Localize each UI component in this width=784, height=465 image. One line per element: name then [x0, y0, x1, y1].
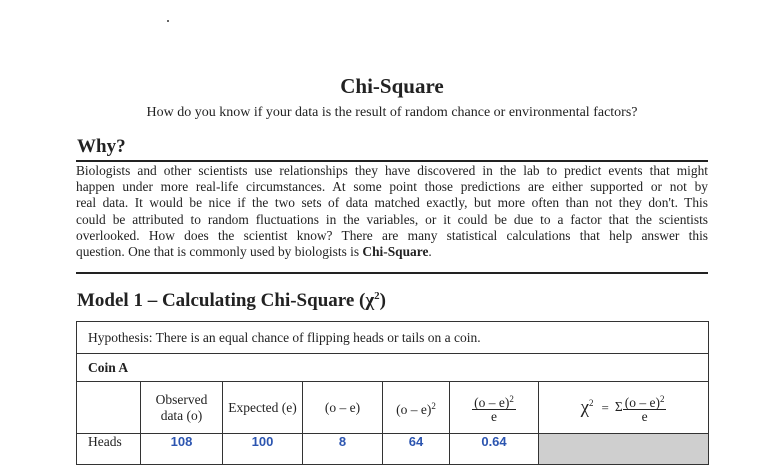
- model-heading-close: ): [379, 290, 386, 311]
- header-o-minus-e-squared-text: (o – e): [396, 401, 432, 417]
- sum-numerator-sup: 2: [659, 393, 665, 404]
- ratio-numerator-sup: 2: [509, 393, 514, 404]
- row-label: Heads: [77, 434, 141, 465]
- header-expected: Expected (e): [223, 382, 303, 434]
- cell-o-minus-e: 8: [303, 434, 383, 465]
- header-observed-line2: data (o): [160, 407, 203, 423]
- why-line-5: overlooked. How does the scientist know? There are many statistical calculations that help answer this: [76, 227, 708, 243]
- hypothesis-cell: Hypothesis: There is an equal chance of flipping heads or tails on a coin.: [77, 322, 709, 354]
- model-heading: [77, 290, 386, 312]
- model-table: [76, 321, 709, 465]
- table-row: [77, 434, 709, 465]
- model-heading-sup: 2: [374, 290, 380, 302]
- why-line-1: Biologists and other scientists use relationships they have discovered in the lab to predict events that might: [76, 163, 708, 178]
- why-line-6: [76, 244, 708, 260]
- cell-ratio: 0.64: [450, 434, 539, 465]
- header-squared-sup: 2: [431, 400, 436, 411]
- sum-denominator: e: [641, 408, 648, 424]
- chi-equals: =: [601, 399, 609, 415]
- page-title: Chi-Square: [340, 74, 444, 98]
- header-ratio: [450, 382, 539, 434]
- why-line-6-end: .: [428, 244, 432, 260]
- header-o-minus-e: (o – e): [303, 382, 383, 434]
- header-observed-line1: Observed: [155, 391, 208, 407]
- cell-expected: 100: [223, 434, 303, 465]
- header-observed: [141, 382, 223, 434]
- ratio-numerator-text: (o – e): [474, 394, 510, 410]
- chi-square-term: Chi-Square: [362, 244, 429, 260]
- header-o-minus-e-squared: [383, 382, 450, 434]
- why-heading: Why?: [77, 136, 126, 157]
- chi-symbol-sup: 2: [589, 397, 594, 408]
- sum-fraction: [623, 393, 667, 423]
- ratio-numerator: [472, 393, 516, 410]
- page-subtitle: How do you know if your data is the result of random chance or environmental factors?: [146, 105, 638, 120]
- sum-numerator: [623, 393, 667, 410]
- sum-numerator-text: (o – e): [624, 394, 660, 410]
- why-paragraph: [76, 163, 708, 260]
- header-chi-square-formula: [539, 382, 709, 434]
- section-rule-bottom: [76, 272, 708, 274]
- ratio-denominator: e: [490, 408, 497, 424]
- stray-mark: [167, 20, 169, 22]
- why-line-6-text: question. One that is commonly used by biologists is: [76, 244, 363, 260]
- model-heading-text: Model 1 – Calculating Chi-Square (χ: [77, 290, 375, 311]
- why-line-2: happen under more real-life circumstances. At some point those predictions are either supported or not by: [76, 179, 708, 195]
- header-blank: [77, 382, 141, 434]
- ratio-fraction: [472, 393, 516, 423]
- sigma-symbol: Σ: [614, 398, 623, 414]
- coin-label-cell: Coin A: [77, 354, 709, 382]
- table-header-row: [77, 382, 709, 434]
- cell-chi-square-shaded: [539, 434, 709, 465]
- section-rule-top: [76, 160, 708, 162]
- chi-symbol: χ: [580, 396, 590, 418]
- why-line-3: real data. It would be nice if the two sets of data matched exactly, but more often than not they don't. This: [76, 195, 708, 211]
- cell-observed: 108: [141, 434, 223, 465]
- why-line-4: could be attributed to random fluctuations in the variables, or it could be due to a factor that the scientists: [76, 211, 708, 227]
- cell-o-minus-e-squared: 64: [383, 434, 450, 465]
